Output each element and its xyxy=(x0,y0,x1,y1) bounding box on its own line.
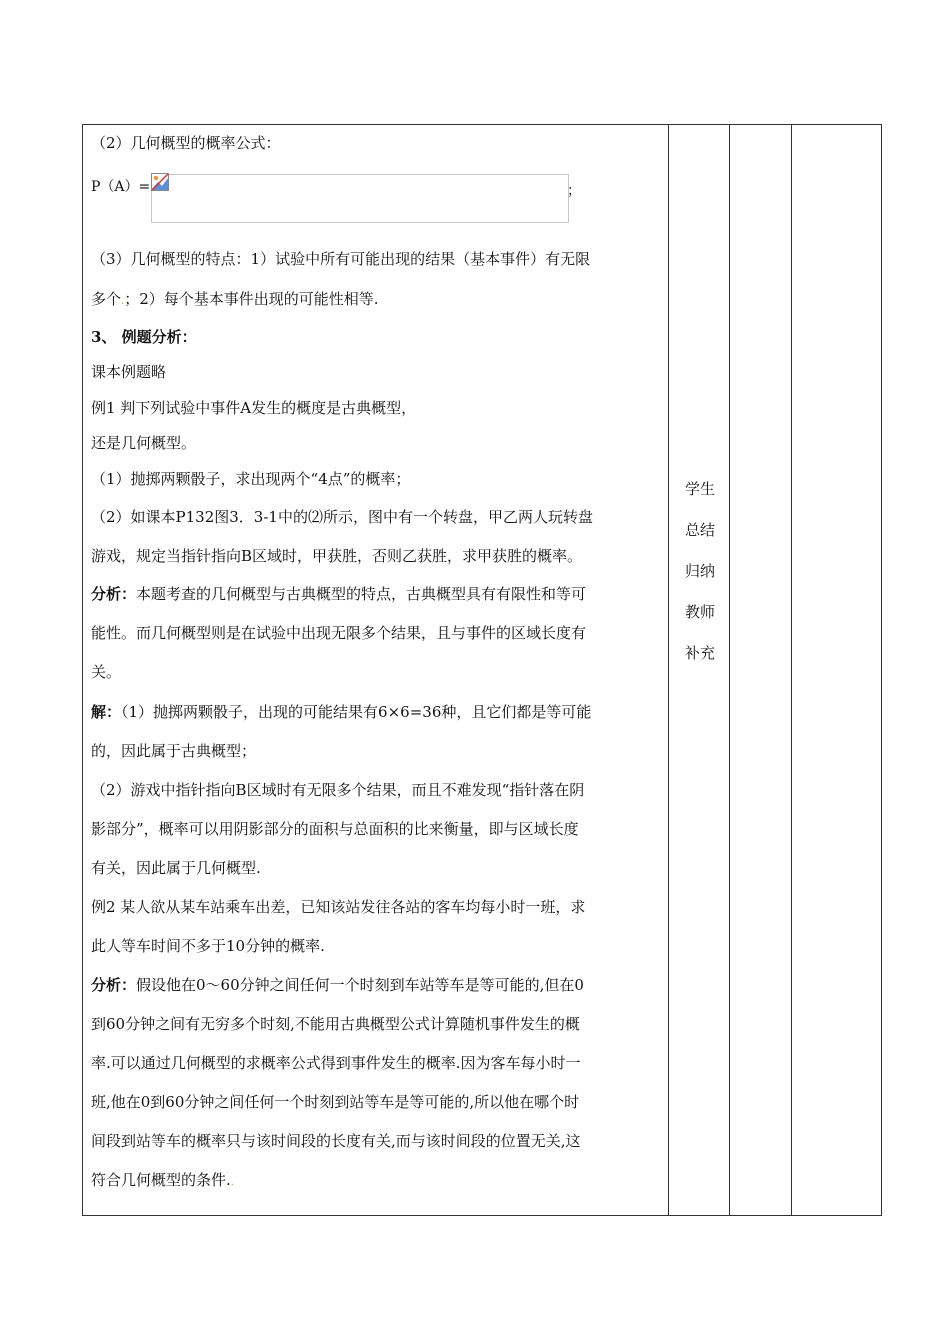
side-note: 教师 xyxy=(684,603,715,621)
text-line: 到60分钟之间有无穷多个时刻,不能用古典概型公式计算随机事件发生的概 xyxy=(91,1015,580,1033)
text-line: （1）抛掷两颗骰子，求出现两个“4点”的概率； xyxy=(91,470,411,488)
text-line: 班,他在0到60分钟之间任何一个时刻到站等车是等可能的,所以他在哪个时 xyxy=(91,1093,580,1111)
analysis-label: 分析： xyxy=(91,585,137,603)
solution-label: 解： xyxy=(91,703,122,721)
formula-image-placeholder xyxy=(151,174,569,223)
section-heading: 3、 例题分析： xyxy=(91,328,197,346)
column-divider xyxy=(668,125,669,1215)
feature-line-2 xyxy=(91,289,379,312)
text-line: 有关，因此属于几何概型. xyxy=(91,859,261,877)
feature-line-1: （3）几何概型的特点：1）试验中所有可能出现的结果（基本事件）有无限 xyxy=(91,250,591,268)
mark-dot: . xyxy=(230,1177,234,1188)
mark-dot: . xyxy=(121,296,125,307)
text-line: 例2 某人欲从某车站乘车出差，已知该站发往各站的客车均每小时一班，求 xyxy=(91,898,586,916)
final-text: 符合几何概型的条件. xyxy=(91,1171,231,1189)
column-divider xyxy=(729,125,730,1215)
text-line: 还是几何概型。 xyxy=(91,434,197,452)
text-line: （2）游戏中指针指向B区域时有无限多个结果，而且不难发现“指针落在阴 xyxy=(91,781,585,799)
side-note: 归纳 xyxy=(684,562,715,580)
feature-line-2a: 多个 xyxy=(91,290,122,308)
analysis-text: 本题考查的几何概型与古典概型的特点，古典概型具有有限性和等可 xyxy=(136,585,587,603)
analysis-label-2: 分析： xyxy=(91,976,137,994)
text-line: 此人等车时间不多于10分钟的概率. xyxy=(91,937,325,955)
text-line: 的，因此属于古典概型； xyxy=(91,742,257,760)
solution-text: （1）抛掷两颗骰子，出现的可能结果有6×6=36种，且它们都是等可能 xyxy=(121,703,592,721)
broken-image-icon xyxy=(151,173,169,191)
text-line: （2）如课本P132图3．3-1中的⑵所示，图中有一个转盘，甲乙两人玩转盘 xyxy=(91,508,593,526)
text-line: 课本例题略 xyxy=(91,363,167,381)
solution-line xyxy=(91,702,591,722)
text-line: 影部分”，概率可以用阴影部分的面积与总面积的比来衡量，即与区域长度 xyxy=(91,820,579,838)
side-note: 学生 xyxy=(684,480,715,498)
text-line: 间段到站等车的概率只与该时间段的长度有关,而与该时间段的位置无关,这 xyxy=(91,1132,581,1150)
formula-heading: （2）几何概型的概率公式： xyxy=(91,134,281,152)
column-divider xyxy=(791,125,792,1215)
side-note: 总结 xyxy=(684,521,715,539)
analysis-text-2: 假设他在0～60分钟之间任何一个时刻到车站等车是等可能的,但在0 xyxy=(136,976,584,994)
feature-line-2b: ；2）每个基本事件出现的可能性相等. xyxy=(124,290,379,308)
text-line: 率.可以通过几何概型的求概率公式得到事件发生的概率.因为客车每小时一 xyxy=(91,1054,581,1072)
lesson-table xyxy=(82,124,882,1216)
text-line: 例1 判下列试验中事件A发生的概度是古典概型， xyxy=(91,399,417,417)
analysis-line-2 xyxy=(91,975,584,995)
analysis-line xyxy=(91,584,586,604)
text-line: 关。 xyxy=(91,663,122,681)
formula-prefix: P（A）= xyxy=(91,179,151,195)
text-line: 游戏，规定当指针指向B区域时，甲获胜，否则乙获胜，求甲获胜的概率。 xyxy=(91,547,583,565)
side-note: 补充 xyxy=(684,644,715,662)
formula-suffix: ； xyxy=(567,183,581,199)
text-line: 能性。而几何概型则是在试验中出现无限多个结果，且与事件的区域长度有 xyxy=(91,624,587,642)
text-line xyxy=(91,1170,234,1193)
